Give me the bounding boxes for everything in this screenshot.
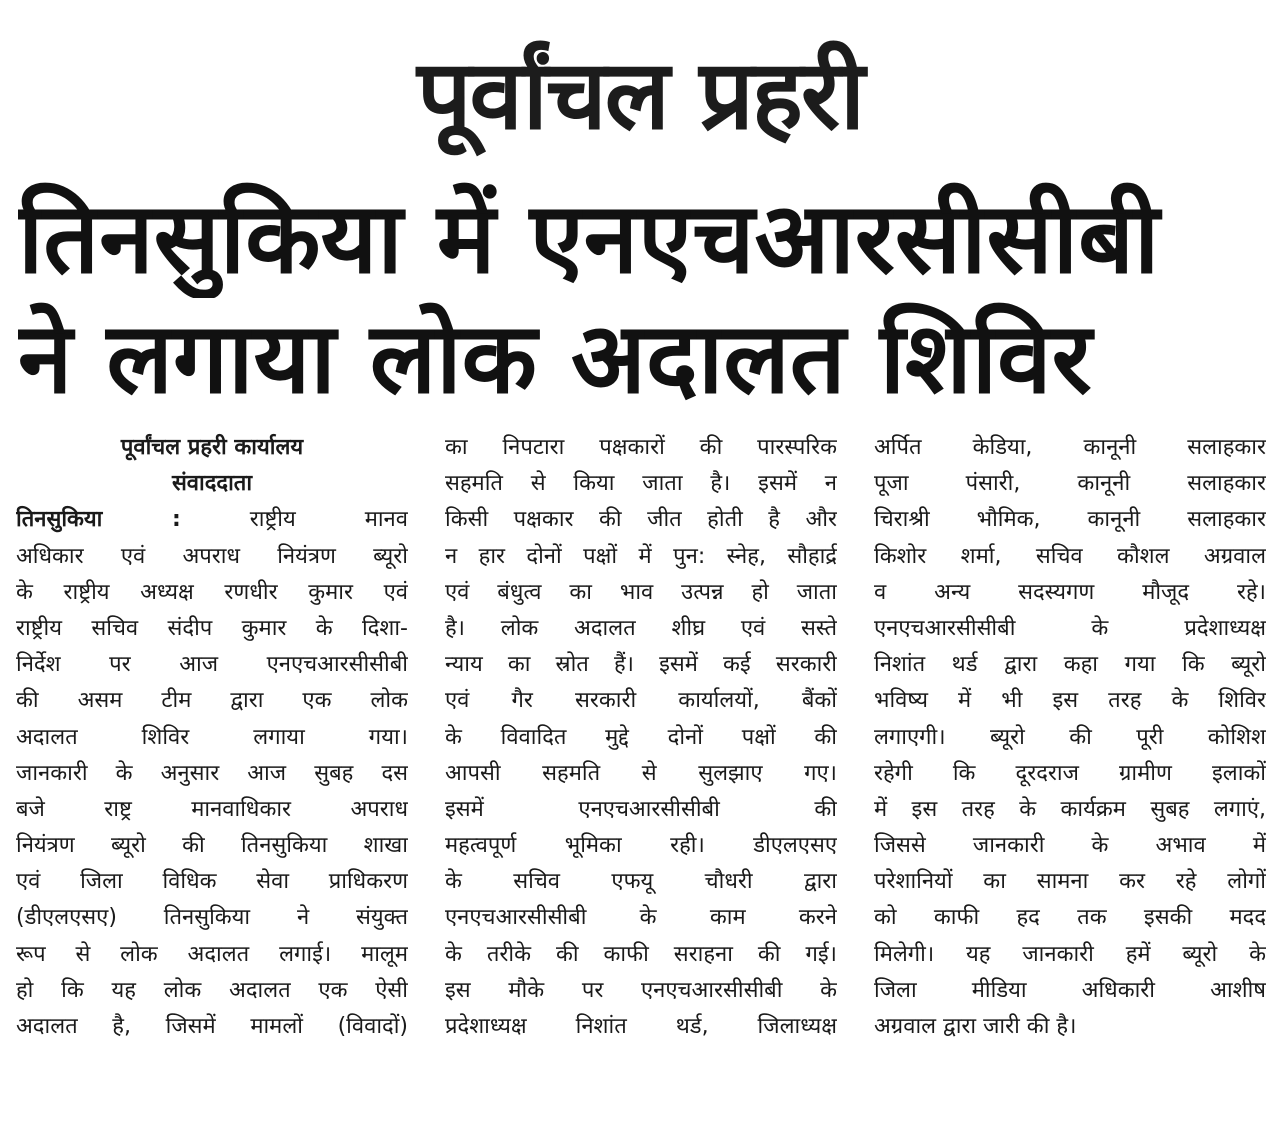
article-line: के विवादित मुद्दे दोनों पक्षों की bbox=[445, 724, 837, 750]
article-line: अदालत शिविर लगाया गया। bbox=[16, 724, 408, 750]
article-line: है। लोक अदालत शीघ्र एवं सस्ते bbox=[445, 615, 837, 641]
headline-line-1: तिनसुकिया में एनएचआरसीसीबी bbox=[18, 182, 1160, 296]
article-line: के सचिव एफयू चौधरी द्वारा bbox=[445, 869, 837, 895]
byline-office: पूर्वांचल प्रहरी कार्यालय bbox=[120, 435, 304, 460]
article-column-1 bbox=[16, 430, 408, 1142]
article-line: का निपटारा पक्षकारों की पारस्परिक bbox=[445, 435, 837, 460]
newspaper-masthead: पूर्वांचल प्रहरी bbox=[417, 39, 863, 151]
article-line: मिलेगी। यह जानकारी हमें ब्यूरो के bbox=[874, 941, 1266, 967]
article-body bbox=[16, 430, 1266, 1142]
article-column-2 bbox=[445, 430, 837, 1142]
headline-line-2: ने लगाया लोक अदालत शिविर bbox=[18, 302, 1092, 416]
article-line: इसमें एनएचआरसीसीबी की bbox=[445, 796, 837, 822]
article-line: लगाएगी। ब्यूरो की पूरी कोशिश bbox=[874, 724, 1266, 750]
article-line: जानकारी के अनुसार आज सुबह दस bbox=[16, 760, 408, 786]
article-line: इस मौके पर एनएचआरसीसीबी के bbox=[445, 977, 837, 1003]
article-line: बजे राष्ट्र मानवाधिकार अपराध bbox=[16, 796, 408, 822]
article-line: रहेगी कि दूरदराज ग्रामीण इलाकों bbox=[874, 760, 1266, 786]
article-line: किशोर शर्मा, सचिव कौशल अग्रवाल bbox=[874, 543, 1266, 569]
article-line: अर्पित केडिया, कानूनी सलाहकार bbox=[874, 435, 1266, 460]
article-line: महत्वपूर्ण भूमिका रही। डीएलएसए bbox=[445, 833, 837, 859]
article-line: अधिकार एवं अपराध नियंत्रण ब्यूरो bbox=[16, 543, 408, 569]
article-line: भविष्य में भी इस तरह के शिविर bbox=[874, 688, 1266, 714]
article-line: व अन्य सदस्यगण मौजूद रहे। bbox=[874, 579, 1266, 605]
article-line: अदालत है, जिसमें मामलों (विवादों) bbox=[16, 1014, 408, 1039]
article-line: निशांत थर्ड द्वारा कहा गया कि ब्यूरो bbox=[874, 652, 1266, 678]
article-line: अग्रवाल द्वारा जारी की है। bbox=[874, 1014, 1077, 1039]
article-line: में इस तरह के कार्यक्रम सुबह लगाएं, bbox=[874, 796, 1266, 822]
article-line: सहमति से किया जाता है। इसमें न bbox=[445, 471, 837, 497]
dateline: तिनसुकिया : bbox=[16, 507, 181, 533]
article-line: एवं जिला विधिक सेवा प्राधिकरण bbox=[16, 869, 408, 895]
article-line: जिला मीडिया अधिकारी आशीष bbox=[874, 977, 1266, 1003]
article-line: किसी पक्षकार की जीत होती है और bbox=[445, 507, 837, 533]
article-line: को काफी हद तक इसकी मदद bbox=[874, 905, 1266, 931]
article-line: तिनसुकिया : राष्ट्रीय मानव bbox=[16, 507, 408, 533]
byline-correspondent: संवाददाता bbox=[171, 471, 253, 497]
article-line: प्रदेशाध्यक्ष निशांत थर्ड, जिलाध्यक्ष bbox=[445, 1014, 837, 1039]
article-line: एनएचआरसीसीबी के प्रदेशाध्यक्ष bbox=[874, 615, 1266, 641]
article-line: (डीएलएसए) तिनसुकिया ने संयुक्त bbox=[16, 905, 408, 931]
article-line: जिससे जानकारी के अभाव में bbox=[874, 833, 1266, 859]
article-line: निर्देश पर आज एनएचआरसीसीबी bbox=[16, 652, 408, 678]
article-line: एवं गैर सरकारी कार्यालयों, बैंकों bbox=[445, 688, 837, 714]
article-line: न हार दोनों पक्षों में पुन: स्नेह, सौहार्द्र bbox=[445, 543, 837, 569]
article-line: के राष्ट्रीय अध्यक्ष रणधीर कुमार एवं bbox=[16, 579, 408, 605]
article-line: राष्ट्रीय सचिव संदीप कुमार के दिशा- bbox=[16, 615, 408, 641]
article-line: चिराश्री भौमिक, कानूनी सलाहकार bbox=[874, 507, 1266, 533]
article-line: एवं बंधुत्व का भाव उत्पन्न हो जाता bbox=[445, 579, 837, 605]
article-column-3 bbox=[874, 430, 1266, 1142]
article-line: रूप से लोक अदालत लगाई। मालूम bbox=[16, 941, 408, 967]
article-line: के तरीके की काफी सराहना की गई। bbox=[445, 941, 837, 967]
article-line: परेशानियों का सामना कर रहे लोगों bbox=[874, 869, 1266, 895]
article-line: हो कि यह लोक अदालत एक ऐसी bbox=[16, 977, 408, 1003]
article-line: नियंत्रण ब्यूरो की तिनसुकिया शाखा bbox=[16, 833, 408, 859]
article-line: की असम टीम द्वारा एक लोक bbox=[16, 688, 408, 714]
article-line: पूजा पंसारी, कानूनी सलाहकार bbox=[874, 471, 1266, 497]
article-line: न्याय का स्रोत हैं। इसमें कई सरकारी bbox=[445, 652, 837, 678]
article-line: एनएचआरसीसीबी के काम करने bbox=[445, 905, 837, 931]
article-line: आपसी सहमति से सुलझाए गए। bbox=[445, 760, 837, 786]
